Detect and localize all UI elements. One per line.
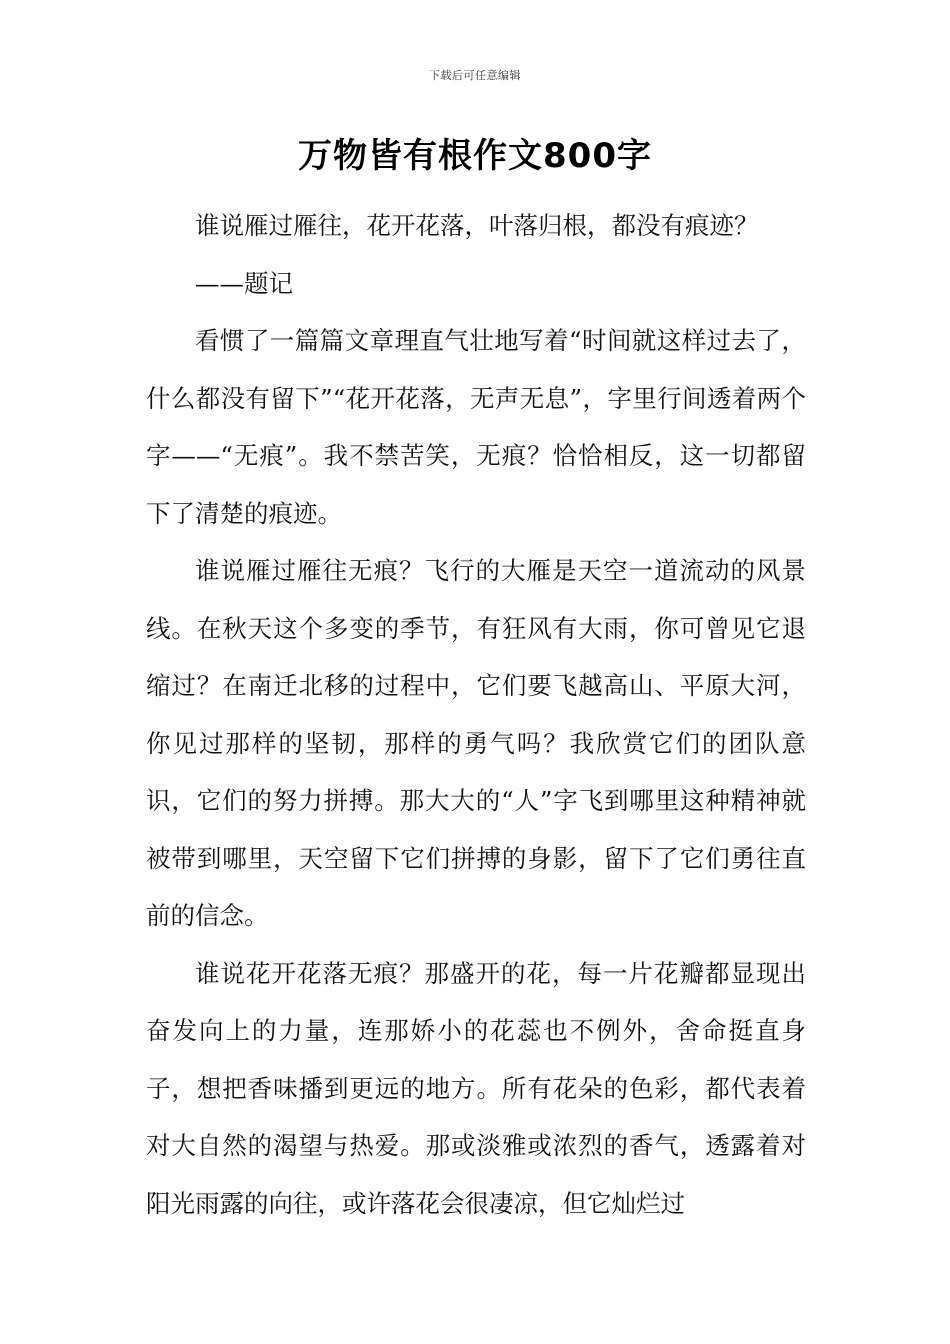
paragraph-intro: 看惯了一篇篇文章理直气壮地写着“时间就这样过去了，什么都没有留下”“花开花落，无声无息”，字里行间透着两个字——“无痕”。我不禁苦笑，无痕？恰恰相反，这一切都留下了清楚的痕迹。	[146, 326, 806, 528]
document-title: 万物皆有根作文800字	[298, 136, 652, 176]
header-note: 下载后可任意编辑	[429, 69, 521, 82]
paragraph-geese: 谁说雁过雁往无痕？飞行的大雁是天空一道流动的风景线。在秋天这个多变的季节，有狂风有大雨，你可曾见它退缩过？在南迁北移的过程中，它们要飞越高山、平原大河，你见过那样的坚韧，那样的勇气吗？我欣赏它们的团队意识，它们的努力拼搏。那大大的“人”字飞到哪里这种精神就被带到哪里，天空留下它们拼搏的身影，留下了它们勇往直前的信念。	[146, 556, 806, 930]
paragraph-epigraph-source: ——题记	[195, 268, 293, 298]
paragraph-epigraph: 谁说雁过雁往，花开花落，叶落归根，都没有痕迹？	[195, 211, 759, 240]
document-body	[146, 197, 806, 1232]
paragraph-flowers: 谁说花开花落无痕？那盛开的花，每一片花瓣都显现出奋发向上的力量，连那娇小的花蕊也不例外，舍命挺直身子，想把香味播到更远的地方。所有花朵的色彩，都代表着对大自然的渴望与热爱。那或淡雅或浓烈的香气，透露着对阳光雨露的向往，或许落花会很凄凉，但它灿烂过	[146, 958, 806, 1218]
